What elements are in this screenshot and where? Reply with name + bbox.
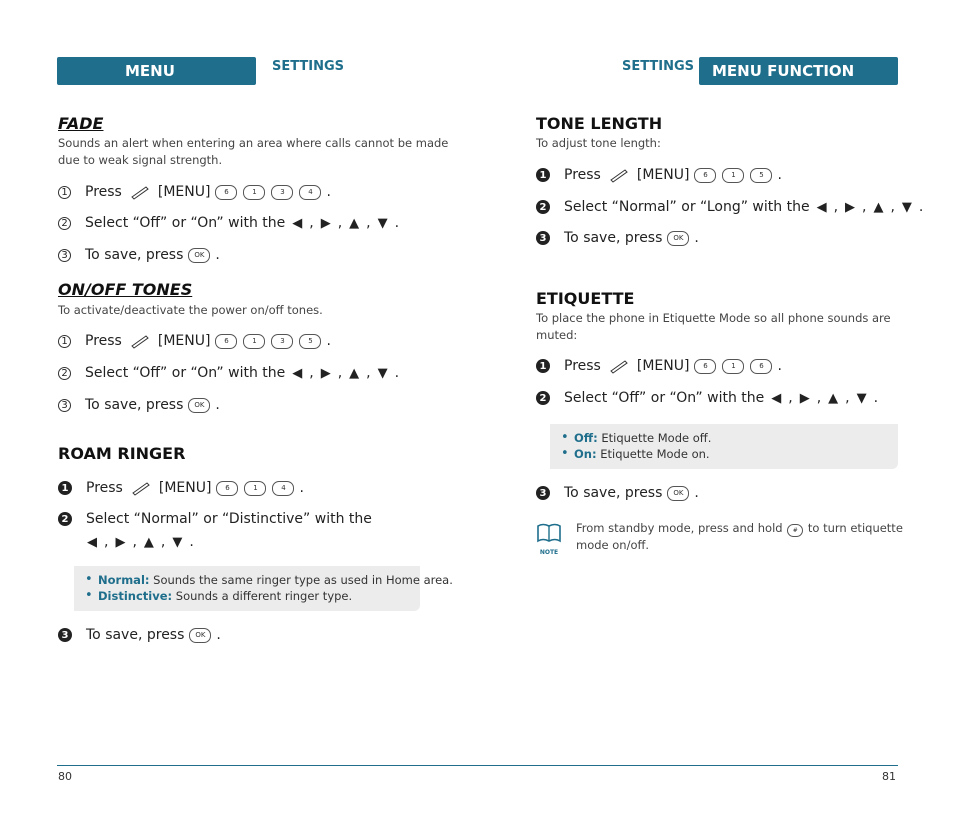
ok-key-icon: OK <box>188 398 210 413</box>
key-6-icon: 6 <box>694 168 716 183</box>
option-on: • On: Etiquette Mode on. <box>574 446 888 462</box>
step-number: 2 <box>536 391 550 405</box>
page-number-left: 80 <box>58 770 72 783</box>
fade-heading: FADE <box>58 114 104 133</box>
etiquette-step-1: 1 Press [MENU] 6 1 6 . <box>536 358 782 374</box>
down-arrow-icon: ▼ <box>377 215 388 231</box>
roam-step-2-arrows: ◀ , ▶ , ▲ , ▼ . <box>84 534 194 550</box>
step-number: 1 <box>58 335 71 348</box>
fade-step-3: 3 To save, press OK . <box>58 247 220 263</box>
step-number: 3 <box>536 486 550 500</box>
step-number: 1 <box>536 359 550 373</box>
step-number: 2 <box>58 367 71 380</box>
etiquette-step-3: 3 To save, press OK . <box>536 485 699 501</box>
pen-softkey-icon <box>128 184 152 200</box>
etiquette-heading: ETIQUETTE <box>536 289 635 308</box>
up-arrow-icon: ▲ <box>143 534 154 550</box>
ok-key-icon: OK <box>188 248 210 263</box>
step-number: 3 <box>58 249 71 262</box>
option-normal: • Normal: Sounds the same ringer type as used in Home area. <box>98 572 410 588</box>
pen-softkey-icon <box>607 358 631 374</box>
roam-step-3: 3 To save, press OK . <box>58 627 221 643</box>
right-arrow-icon: ▶ <box>799 390 810 406</box>
up-arrow-icon: ▲ <box>828 390 839 406</box>
ok-key-icon: OK <box>667 231 689 246</box>
settings-label-left: SETTINGS <box>272 59 345 74</box>
right-arrow-icon: ▶ <box>845 199 856 215</box>
ok-key-icon: OK <box>667 486 689 501</box>
pen-softkey-icon <box>607 167 631 183</box>
up-arrow-icon: ▲ <box>349 215 360 231</box>
key-6-icon: 6 <box>216 481 238 496</box>
settings-label-right: SETTINGS <box>622 59 695 74</box>
tone-length-heading: TONE LENGTH <box>536 114 663 133</box>
menu-function-tab-left: MENU FUNCTION <box>57 57 256 85</box>
etiquette-description: To place the phone in Etiquette Mode so all phone sounds are muted: <box>536 311 891 342</box>
down-arrow-icon: ▼ <box>377 365 388 381</box>
key-6-icon: 6 <box>215 185 237 200</box>
option-off: • Off: Etiquette Mode off. <box>574 430 888 446</box>
key-3-icon: 3 <box>271 334 293 349</box>
step-number: 1 <box>536 168 550 182</box>
etiquette-options-box <box>550 424 898 469</box>
roam-step-2: 2 Select “Normal” or “Distinctive” with the <box>58 511 372 527</box>
step-number: 3 <box>536 231 550 245</box>
down-arrow-icon: ▼ <box>856 390 867 406</box>
pen-softkey-icon <box>128 333 152 349</box>
roam-step-1: 1 Press [MENU] 6 1 4 . <box>58 480 304 496</box>
tone-step-3: 3 To save, press OK . <box>536 230 699 246</box>
footer-rule <box>57 765 898 766</box>
key-6-icon: 6 <box>750 359 772 374</box>
left-arrow-icon: ◀ <box>292 215 303 231</box>
key-4-icon: 4 <box>299 185 321 200</box>
ok-key-icon: OK <box>189 628 211 643</box>
key-1-icon: 1 <box>243 185 265 200</box>
down-arrow-icon: ▼ <box>901 199 912 215</box>
onoff-description: To activate/deactivate the power on/off tones. <box>58 303 323 317</box>
etiquette-note-text: From standby mode, press and hold # to turn etiquette mode on/off. <box>576 521 903 552</box>
right-arrow-icon: ▶ <box>320 215 331 231</box>
option-distinctive: • Distinctive: Sounds a different ringer type. <box>98 588 410 604</box>
tone-step-1: 1 Press [MENU] 6 1 5 . <box>536 167 782 183</box>
key-3-icon: 3 <box>271 185 293 200</box>
onoff-step-1: 1 Press [MENU] 6 1 3 5 . <box>58 333 331 349</box>
onoff-step-2: 2 Select “Off” or “On” with the ◀ , ▶ , ▲ , ▼ . <box>58 365 399 381</box>
key-1-icon: 1 <box>722 168 744 183</box>
left-arrow-icon: ◀ <box>816 199 827 215</box>
key-1-icon: 1 <box>722 359 744 374</box>
right-arrow-icon: ▶ <box>320 365 331 381</box>
step-number: 1 <box>58 481 72 495</box>
step-number: 3 <box>58 399 71 412</box>
fade-description: Sounds an alert when entering an area where calls cannot be made due to weak signal strength. <box>58 136 449 167</box>
tone-step-2: 2 Select “Normal” or “Long” with the ◀ , ▶ , ▲ , ▼ . <box>536 199 923 215</box>
left-arrow-icon: ◀ <box>771 390 782 406</box>
step-number: 2 <box>58 512 72 526</box>
step-number: 3 <box>58 628 72 642</box>
page-number-right: 81 <box>882 770 896 783</box>
down-arrow-icon: ▼ <box>172 534 183 550</box>
up-arrow-icon: ▲ <box>349 365 360 381</box>
note-book-icon <box>536 522 562 556</box>
onoff-tones-heading: ON/OFF TONES <box>58 280 193 299</box>
tone-description: To adjust tone length: <box>536 136 661 150</box>
roam-ringer-heading: ROAM RINGER <box>58 444 186 463</box>
right-arrow-icon: ▶ <box>115 534 126 550</box>
step-number: 2 <box>536 200 550 214</box>
pen-softkey-icon <box>129 480 153 496</box>
left-arrow-icon: ◀ <box>292 365 303 381</box>
up-arrow-icon: ▲ <box>873 199 884 215</box>
pound-key-icon: # <box>787 524 803 537</box>
key-1-icon: 1 <box>244 481 266 496</box>
step-number: 1 <box>58 186 71 199</box>
note-label: NOTE <box>539 549 559 556</box>
key-1-icon: 1 <box>243 334 265 349</box>
key-5-icon: 5 <box>750 168 772 183</box>
key-5-icon: 5 <box>299 334 321 349</box>
onoff-step-3: 3 To save, press OK . <box>58 397 220 413</box>
etiquette-step-2: 2 Select “Off” or “On” with the ◀ , ▶ , ▲ , ▼ . <box>536 390 878 406</box>
roam-options-box <box>74 566 453 611</box>
key-6-icon: 6 <box>215 334 237 349</box>
fade-step-2: 2 Select “Off” or “On” with the ◀ , ▶ , ▲ , ▼ . <box>58 215 399 231</box>
step-number: 2 <box>58 217 71 230</box>
key-4-icon: 4 <box>272 481 294 496</box>
left-arrow-icon: ◀ <box>87 534 97 550</box>
menu-function-tab-right: MENU FUNCTION <box>699 57 898 85</box>
key-6-icon: 6 <box>694 359 716 374</box>
fade-step-1: 1 Press [MENU] 6 1 3 4 . <box>58 184 331 200</box>
